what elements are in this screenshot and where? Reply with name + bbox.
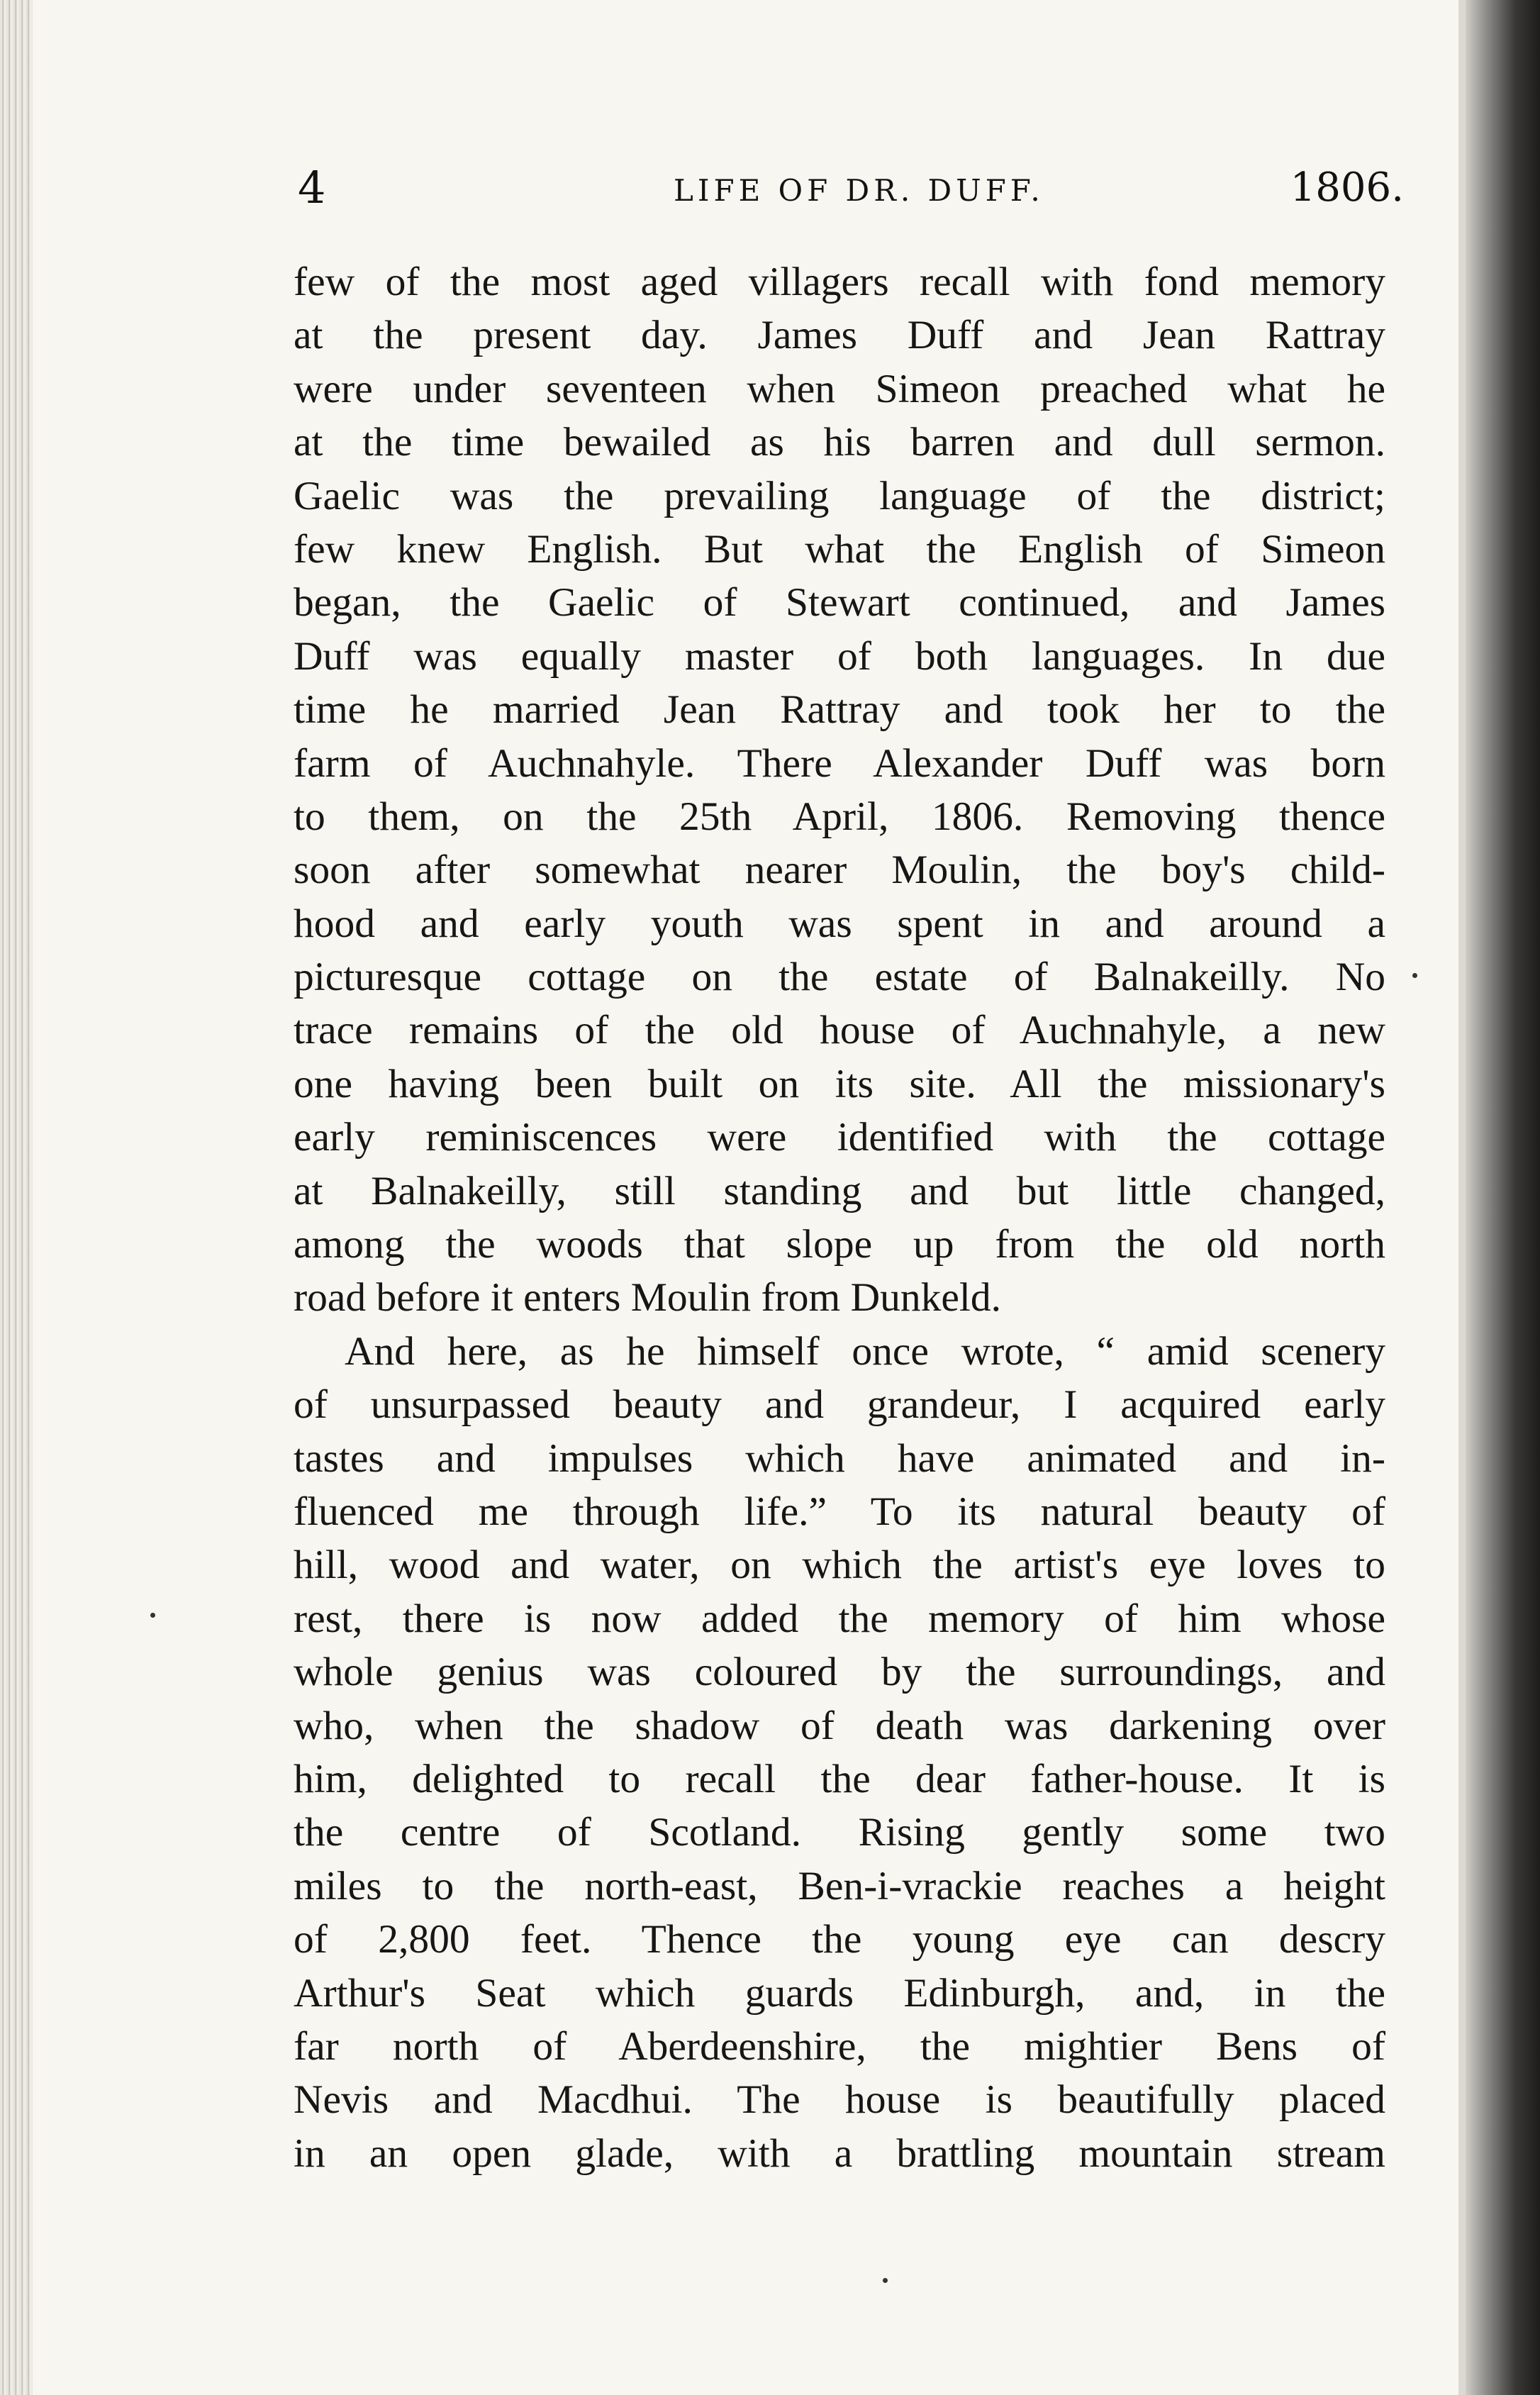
text-line: among the woods that slope up from the old north	[294, 1222, 1385, 1267]
text-line: few knew English. But what the English of Simeon	[294, 526, 1385, 572]
text-line: at the time bewailed as his barren and dull sermon.	[294, 420, 1385, 465]
text-line: one having been built on its site. All the missionary's	[294, 1061, 1385, 1106]
text-line: of unsurpassed beauty and grandeur, I acquired early	[294, 1382, 1385, 1428]
text-line: picturesque cottage on the estate of Balnakeilly. No	[294, 955, 1385, 1000]
paragraph-2	[294, 1325, 1385, 2180]
text-line: tastes and impulses which have animated and in-	[294, 1435, 1385, 1481]
text-line: began, the Gaelic of Stewart continued, and James	[294, 580, 1385, 626]
text-line: him, delighted to recall the dear father-house. It is	[294, 1756, 1385, 1801]
text-line: time he married Jean Rattray and took her to the	[294, 687, 1385, 733]
body-text	[294, 255, 1385, 2180]
running-title: LIFE OF DR. DUFF.	[674, 173, 1044, 208]
text-line: Duff was equally master of both languages. In due	[294, 633, 1385, 679]
text-line: few of the most aged villagers recall with fond memory	[294, 260, 1385, 304]
running-year: 1806.	[1290, 165, 1404, 211]
text-line: at Balnakeilly, still standing and but little changed,	[294, 1168, 1385, 1213]
ink-speck	[1412, 973, 1417, 978]
text-line: who, when the shadow of death was darkening over	[294, 1703, 1385, 1748]
text-line: Nevis and Macdhui. The house is beautifully placed	[294, 2077, 1385, 2123]
text-line: were under seventeen when Simeon preached what he	[294, 366, 1385, 411]
page-edge-shadow	[1458, 0, 1466, 2395]
text-line: trace remains of the old house of Auchnahyle, a new	[294, 1008, 1385, 1053]
text-line: hood and early youth was spent in and around a	[294, 901, 1385, 946]
text-line: in an open glade, with a brattling mountain stream	[294, 2130, 1385, 2176]
page-header	[298, 155, 1425, 218]
text-line: far north of Aberdeenshire, the mightier Bens of	[294, 2023, 1385, 2069]
text-line: Gaelic was the prevailing language of the district;	[294, 473, 1385, 518]
text-line: at the present day. James Duff and Jean Rattray	[294, 313, 1385, 358]
text-line: road before it enters Moulin from Dunkeld.	[294, 1275, 1001, 1321]
text-line: fluenced me through life.” To its natural beauty of	[294, 1489, 1385, 1534]
book-gutter	[0, 0, 33, 2395]
scan-border	[1466, 0, 1540, 2395]
text-line: miles to the north-east, Ben-i-vrackie reaches a height	[294, 1863, 1385, 1908]
ink-speck	[150, 1613, 155, 1618]
paragraph-1	[294, 255, 1385, 1325]
text-line: And here, as he himself once wrote, “ amid scenery	[345, 1328, 1385, 1374]
text-line: early reminiscences were identified with the cottage	[294, 1115, 1385, 1160]
text-line: the centre of Scotland. Rising gently some two	[294, 1810, 1385, 1855]
page-number: 4	[298, 162, 326, 213]
text-line: whole genius was coloured by the surroundings, and	[294, 1650, 1385, 1695]
text-line: to them, on the 25th April, 1806. Removing thence	[294, 794, 1385, 839]
text-line: of 2,800 feet. Thence the young eye can descry	[294, 1917, 1385, 1962]
text-line: Arthur's Seat which guards Edinburgh, and, in the	[294, 1970, 1385, 2016]
text-line: soon after somewhat nearer Moulin, the boy's child-	[294, 848, 1385, 893]
ink-speck	[883, 2278, 888, 2283]
text-line: hill, wood and water, on which the artist's eye loves to	[294, 1543, 1385, 1588]
text-line: farm of Auchnahyle. There Alexander Duff was born	[294, 740, 1385, 786]
text-line: rest, there is now added the memory of him whose	[294, 1596, 1385, 1641]
